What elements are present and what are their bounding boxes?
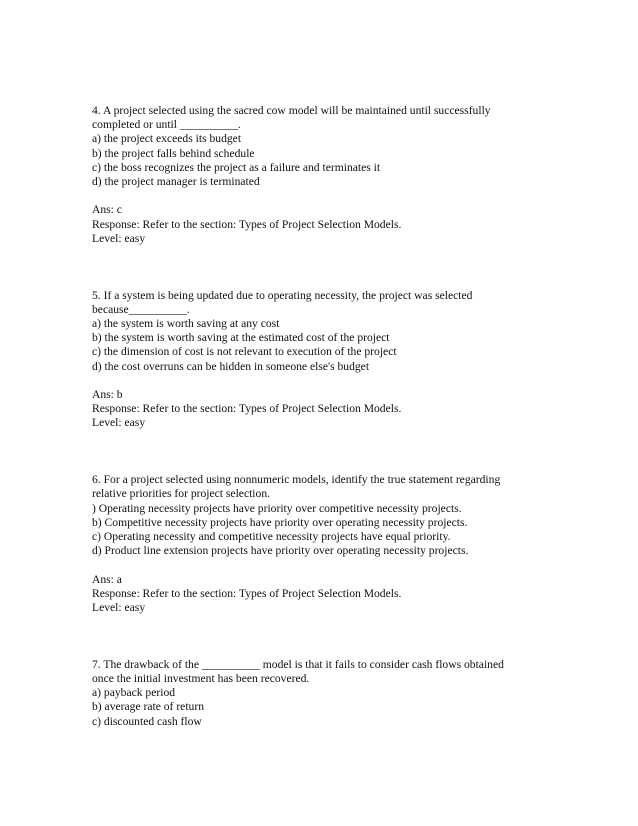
response-reference: Response: Refer to the section: Types of Project Selection Models. (92, 586, 402, 600)
spacer (92, 374, 562, 388)
question-stem-line: because__________. (92, 302, 190, 316)
answer-option: c) the dimension of cost is not relevant to execution of the project (92, 345, 397, 359)
answer-key: Ans: c (92, 203, 122, 217)
answer-key: Ans: a (92, 572, 122, 586)
question-stem-line: completed or until __________. (92, 118, 241, 132)
question-block (92, 658, 562, 729)
answer-option: b) average rate of return (92, 700, 205, 714)
difficulty-level: Level: easy (92, 601, 146, 615)
section-spacer (92, 431, 562, 474)
question-block (92, 289, 562, 431)
section-spacer (92, 246, 562, 289)
question-stem-line: once the initial investment has been recovered. (92, 672, 310, 686)
difficulty-level: Level: easy (92, 416, 146, 430)
question-block (92, 104, 562, 246)
answer-option: d) the project manager is terminated (92, 175, 260, 189)
answer-option: b) the system is worth saving at the estimated cost of the project (92, 331, 390, 345)
question-stem-line: relative priorities for project selection. (92, 487, 271, 501)
answer-option: a) the project exceeds its budget (92, 132, 242, 146)
answer-option: d) Product line extension projects have priority over operating necessity projects. (92, 544, 469, 558)
question-stem-line: 4. A project selected using the sacred cow model will be maintained until successfully (92, 104, 491, 117)
question-stem-line: 6. For a project selected using nonnumeric models, identify the true statement regarding (92, 473, 501, 487)
spacer (92, 558, 562, 572)
question-block (92, 473, 562, 615)
answer-option: c) discounted cash flow (92, 714, 202, 728)
section-spacer (92, 615, 562, 658)
answer-option: a) payback period (92, 686, 176, 700)
document-content (92, 104, 562, 729)
answer-option: ) Operating necessity projects have priority over competitive necessity projects. (92, 501, 462, 515)
answer-option: b) Competitive necessity projects have priority over operating necessity projects. (92, 515, 468, 529)
answer-option: c) the boss recognizes the project as a failure and terminates it (92, 160, 381, 174)
spacer (92, 189, 562, 203)
response-reference: Response: Refer to the section: Types of Project Selection Models. (92, 402, 402, 416)
difficulty-level: Level: easy (92, 231, 146, 245)
answer-option: a) the system is worth saving at any cost (92, 317, 280, 331)
answer-option: b) the project falls behind schedule (92, 146, 255, 160)
answer-key: Ans: b (92, 388, 123, 402)
question-stem-line: 7. The drawback of the __________ model is that it fails to consider cash flows obtained (92, 657, 504, 671)
answer-option: d) the cost overruns can be hidden in someone else's budget (92, 359, 370, 373)
response-reference: Response: Refer to the section: Types of Project Selection Models. (92, 217, 402, 231)
answer-option: c) Operating necessity and competitive necessity projects have equal priority. (92, 530, 451, 544)
question-stem-line: 5. If a system is being updated due to operating necessity, the project was selected (92, 288, 473, 302)
